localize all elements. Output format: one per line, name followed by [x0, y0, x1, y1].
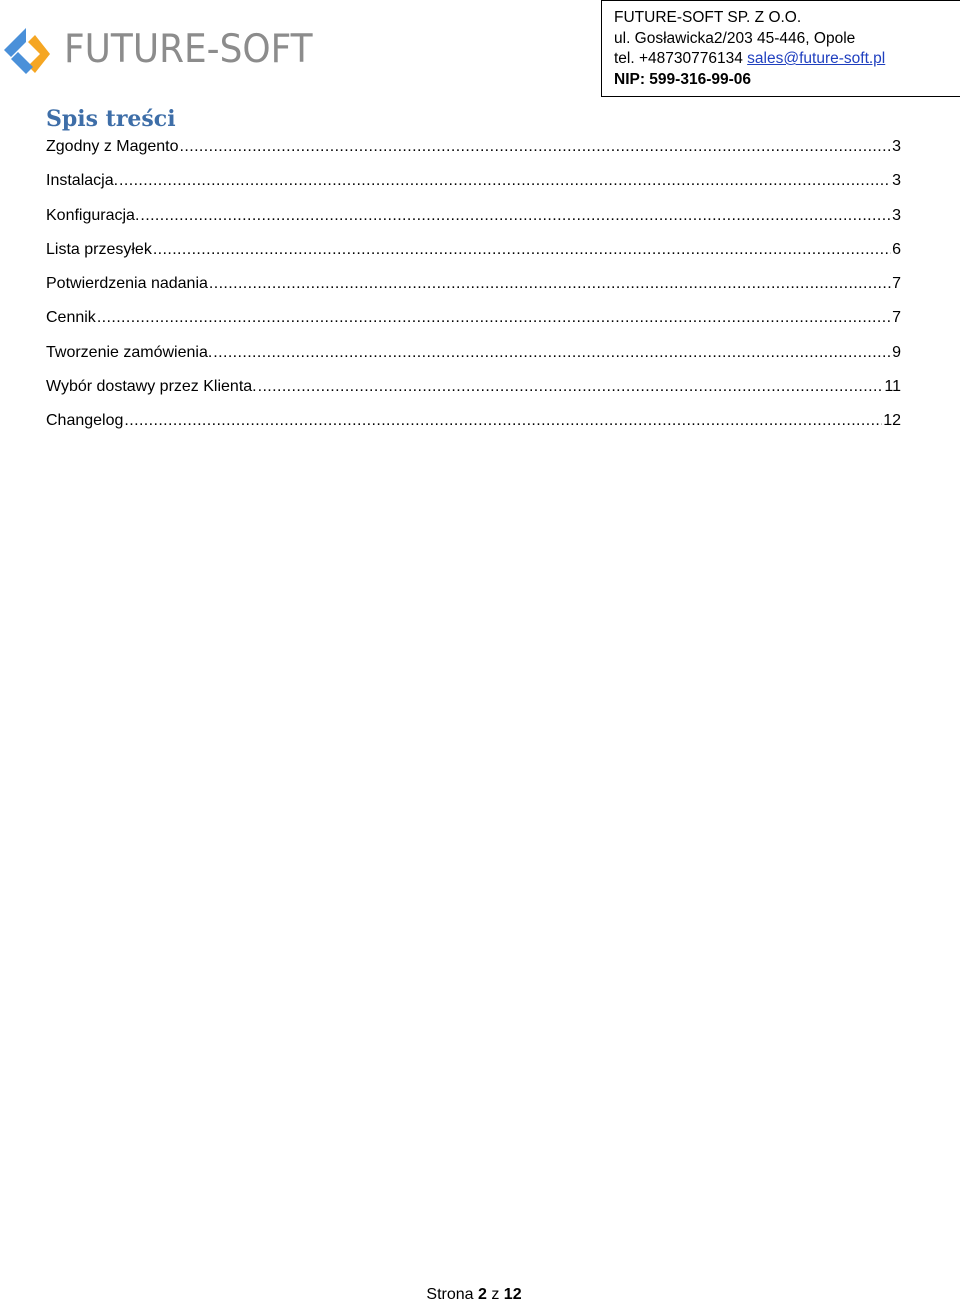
company-phone: tel. +48730776134	[614, 50, 743, 67]
toc-entry-tworzenie-zamowienia[interactable]	[46, 342, 901, 376]
footer-page-prefix: Strona	[426, 1286, 474, 1303]
toc-entry-label: Lista przesyłek	[46, 240, 152, 258]
toc-entry-page: 3	[892, 138, 901, 155]
toc-entry-page: 7	[892, 275, 901, 292]
toc-entry-page: 7	[892, 309, 901, 327]
toc-dot-leader	[153, 239, 891, 261]
toc-entry-page: 12	[883, 412, 901, 429]
company-nip: NIP: 599-316-99-06	[614, 70, 751, 88]
toc-entry-lista-przesylek[interactable]	[46, 239, 901, 273]
toc-title: Spis treści	[46, 106, 176, 132]
toc-dot-leader	[124, 410, 882, 432]
page-footer	[0, 1284, 948, 1306]
toc-entry-cennik[interactable]	[46, 307, 901, 341]
future-soft-logo-icon	[2, 26, 52, 74]
toc-entry-potwierdzenia-nadania[interactable]	[46, 273, 901, 307]
toc-entry-changelog[interactable]	[46, 410, 901, 444]
toc-entry-label: Changelog	[46, 412, 124, 429]
toc-dot-leader	[213, 342, 891, 364]
toc-entry-konfiguracja[interactable]	[46, 205, 901, 239]
toc-dot-leader	[180, 136, 892, 158]
toc-entry-label: Wybór dostawy przez Klienta.	[46, 377, 257, 395]
toc-entry-page: 3	[892, 206, 901, 224]
toc-entry-page: 6	[892, 240, 901, 258]
toc-entry-page: 3	[892, 172, 901, 190]
company-address: ul. Gosławicka2/203 45-446, Opole	[614, 29, 856, 47]
toc-dot-leader	[119, 170, 891, 192]
toc-entry-instalacja[interactable]	[46, 170, 901, 204]
toc-entry-label: Konfiguracja.	[46, 206, 140, 224]
toc-entry-label: Zgodny z Magento	[46, 138, 179, 155]
toc-entry-magento[interactable]	[46, 136, 901, 170]
footer-total-pages: 12	[503, 1286, 522, 1303]
company-info-box	[601, 0, 960, 97]
toc-entry-label: Tworzenie zamówienia.	[46, 343, 213, 361]
logo-wordmark: FUTURE-SOFT	[64, 27, 313, 72]
company-logo	[2, 26, 334, 74]
company-name: FUTURE-SOFT SP. Z O.O.	[614, 9, 802, 26]
table-of-contents	[46, 136, 901, 444]
toc-entry-label: Potwierdzenia nadania	[46, 275, 208, 292]
toc-entry-page: 9	[892, 343, 901, 361]
toc-dot-leader	[209, 273, 891, 295]
footer-current-page: 2	[477, 1286, 487, 1303]
toc-entry-label: Cennik	[46, 309, 96, 327]
company-contact	[614, 49, 960, 70]
toc-entry-label: Instalacja.	[46, 172, 119, 190]
toc-dot-leader	[258, 376, 884, 398]
toc-dot-leader	[97, 307, 891, 329]
toc-dot-leader	[140, 205, 891, 227]
toc-entry-wybor-dostawy[interactable]	[46, 376, 901, 410]
company-email-link[interactable]: sales@future-soft.pl	[747, 50, 886, 67]
footer-separator: z	[491, 1286, 500, 1303]
toc-entry-page: 11	[884, 377, 901, 395]
